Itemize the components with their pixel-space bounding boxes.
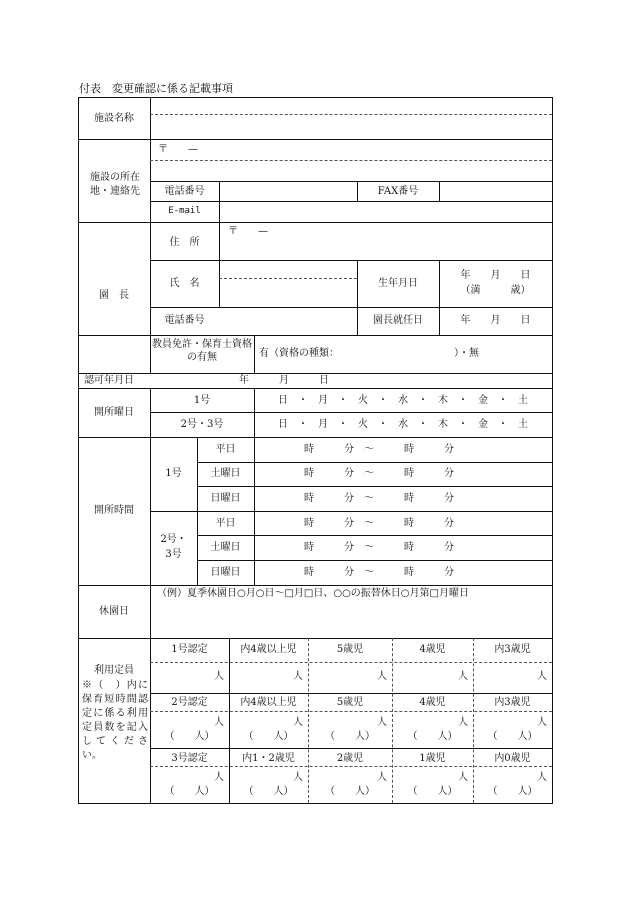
capacity-header: 3号認定 [171, 753, 208, 764]
capacity-unit: 人 [214, 717, 224, 728]
holidays-label: 休園日 [99, 606, 129, 617]
capacity-note: ※（ ）内に保育短時間認定に係る利用定員数を記入してください。 [82, 680, 148, 761]
address-label: 施設の所在地・連絡先 [90, 172, 140, 197]
capacity-label: 利用定員 [94, 665, 134, 676]
capacity-short: （ 人） [243, 731, 294, 742]
capacity-unit: 人 [537, 671, 547, 682]
license-value: 有（資格の種類： ）・無 [259, 348, 479, 359]
capacity-header: 内4歳以上児 [240, 644, 297, 655]
capacity-header: 1歳児 [419, 753, 446, 764]
capacity-unit: 人 [293, 671, 303, 682]
start-value: 年 月 日 [460, 315, 531, 326]
form-caption: 付表 変更確認に係る記載事項 [79, 82, 233, 95]
capacity-short: （ 人） [243, 786, 294, 797]
capacity-unit: 人 [377, 772, 387, 783]
hours-day-label: 日曜日 [210, 493, 241, 504]
hours-day-label: 土曜日 [210, 542, 241, 553]
principal-label: 園 長 [99, 290, 129, 301]
hours-time: 時 分 ～ 時 分 [304, 493, 454, 504]
capacity-unit: 人 [293, 717, 303, 728]
hours-time: 時 分 ～ 時 分 [304, 518, 454, 529]
email-label: E-mail [168, 206, 201, 216]
hours-day-label: 日曜日 [210, 567, 241, 578]
fax-label: FAX番号 [377, 186, 419, 197]
capacity-short: （ 人） [325, 731, 375, 742]
approval-value: 年 月 日 [239, 375, 329, 386]
facility-name-label: 施設名称 [94, 113, 134, 124]
open-days-type-2: 2号・3号 [180, 419, 224, 430]
hours-day-label: 土曜日 [210, 468, 241, 479]
holidays-example: （例）夏季休園日○月○日～□月□日、○○の振替休日○月第□月曜日 [157, 588, 469, 599]
approval-label: 認可年月日 [84, 375, 134, 386]
hours-time: 時 分 ～ 時 分 [304, 567, 454, 578]
hours-label: 開所時間 [94, 505, 134, 516]
birth-label: 生年月日 [378, 278, 418, 289]
hours-time: 時 分 ～ 時 分 [304, 444, 454, 455]
hours-time: 時 分 ～ 時 分 [304, 542, 454, 553]
license-label: 教員免許・保育士資格の有無 [152, 339, 252, 363]
capacity-header: 内3歳児 [494, 644, 531, 655]
capacity-short: （ 人） [407, 786, 458, 797]
capacity-header: 内4歳以上児 [240, 697, 297, 708]
principal-tel-label: 電話番号 [164, 315, 205, 326]
capacity-unit: 人 [377, 671, 387, 682]
capacity-unit: 人 [458, 717, 468, 728]
principal-postal: 〒 — [228, 226, 268, 237]
capacity-header: 2号認定 [171, 697, 208, 708]
capacity-unit: 人 [293, 772, 303, 783]
principal-address-label: 住 所 [169, 237, 200, 248]
hours-group-2: 2号・ 3号 [160, 534, 187, 560]
start-label: 園長就任日 [373, 315, 423, 326]
capacity-short: （ 人） [325, 786, 375, 797]
capacity-unit: 人 [537, 717, 547, 728]
tel-label: 電話番号 [164, 186, 205, 197]
form-table [78, 97, 553, 804]
capacity-short: （ 人） [407, 731, 458, 742]
capacity-unit: 人 [377, 717, 387, 728]
capacity-header: 1号認定 [171, 644, 208, 655]
open-days-type-1: 1号 [193, 395, 211, 406]
capacity-unit: 人 [537, 772, 547, 783]
birth-value: 年 月 日 [460, 270, 531, 281]
hours-group-1: 1号 [165, 468, 182, 479]
capacity-header: 2歳児 [336, 753, 364, 764]
capacity-short: （ 人） [164, 731, 215, 742]
capacity-unit: 人 [214, 671, 224, 682]
hours-time: 時 分 ～ 時 分 [304, 468, 454, 479]
capacity-header: 内0歳児 [494, 753, 531, 764]
capacity-unit: 人 [458, 772, 468, 783]
capacity-short: （ 人） [487, 786, 538, 797]
capacity-header: 4歳児 [419, 644, 446, 655]
open-days-days-2: 日 ・ 月 ・ 火 ・ 水 ・ 木 ・ 金 ・ 土 [278, 419, 528, 430]
hours-day-label: 平日 [215, 518, 236, 529]
postal-mark: 〒 — [158, 144, 198, 155]
capacity-short: （ 人） [164, 786, 215, 797]
open-days-days-1: 日 ・ 月 ・ 火 ・ 水 ・ 木 ・ 金 ・ 土 [278, 395, 528, 406]
capacity-short: （ 人） [487, 731, 538, 742]
capacity-header: 内3歳児 [494, 697, 531, 708]
capacity-unit: 人 [458, 671, 468, 682]
open-days-label: 開所曜日 [94, 407, 134, 418]
capacity-header: 内1・2歳児 [242, 753, 295, 764]
hours-day-label: 平日 [215, 444, 236, 455]
capacity-unit: 人 [214, 772, 224, 783]
capacity-header: 5歳児 [336, 697, 364, 708]
principal-name-label: 氏 名 [169, 278, 200, 289]
age-value: （満 歳） [460, 285, 531, 296]
capacity-header: 5歳児 [336, 644, 364, 655]
capacity-header: 4歳児 [419, 697, 446, 708]
